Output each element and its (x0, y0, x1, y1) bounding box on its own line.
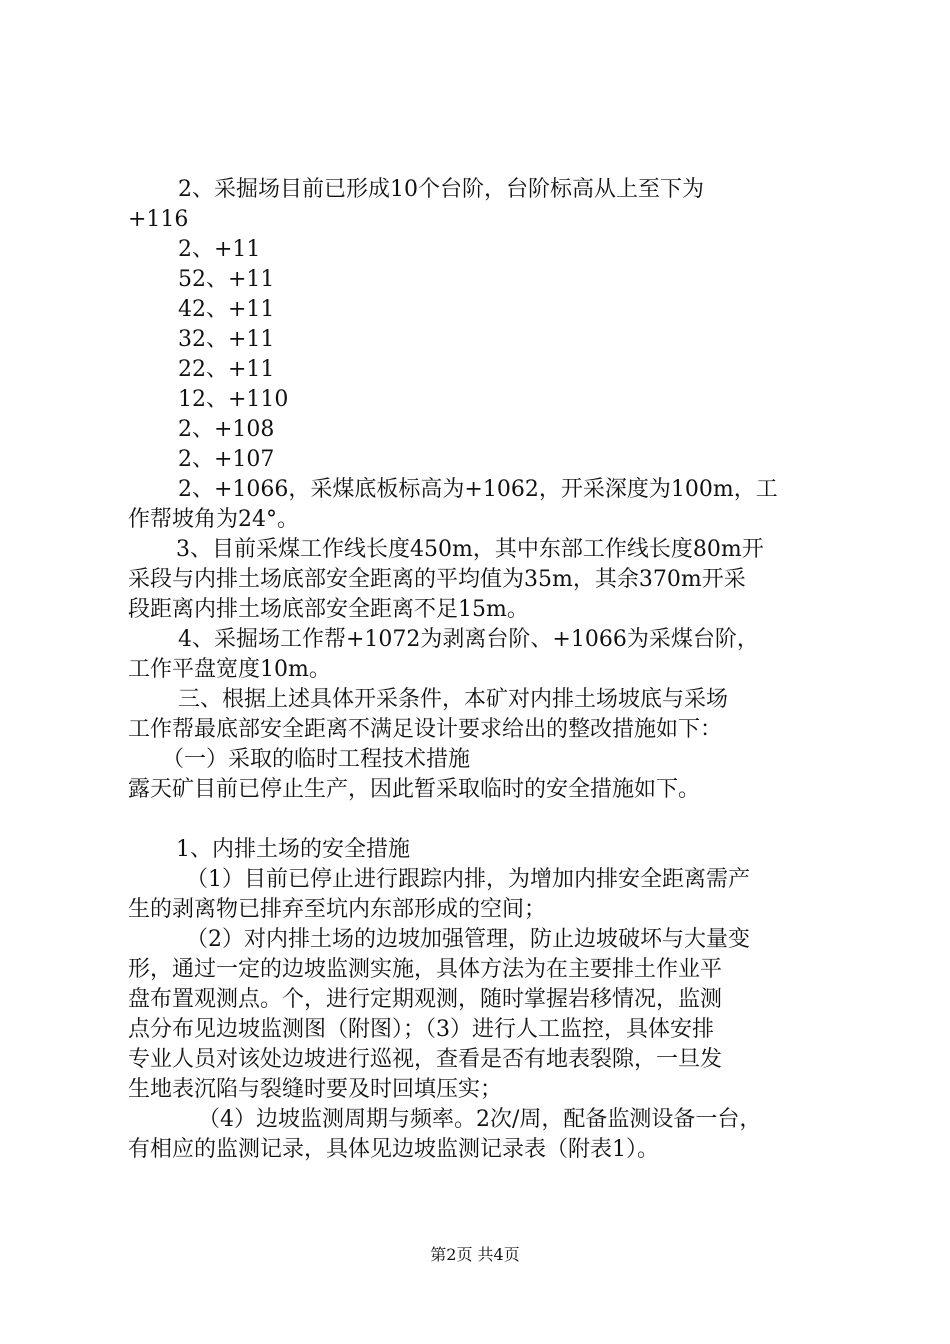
paragraph-line: 段距离内排土场底部安全距离不足15m。 (128, 597, 529, 622)
paragraph-line: 生的剥离物已排弃至坑内东部形成的空间； (128, 897, 547, 922)
paragraph-line: 2、+108 (178, 417, 275, 442)
section-heading: （一）采取的临时工程技术措施 (162, 747, 471, 772)
paragraph-line: 生地表沉陷与裂缝时要及时回填压实； (128, 1077, 503, 1102)
blank-line (128, 805, 850, 835)
page-number-footer: 第2页 共4页 (430, 1245, 520, 1264)
paragraph-line: +116 (128, 207, 189, 232)
paragraph-line: 作帮坡角为24°。 (128, 507, 299, 532)
paragraph-line: 2、+1066，采煤底板标高为+1062，开采深度为100m，工 (178, 477, 778, 502)
section-heading: 1、内排土场的安全措施 (176, 837, 410, 862)
paragraph-line: 32、+11 (178, 327, 275, 352)
paragraph-line: 4、采掘场工作帮+1072为剥离台阶、+1066为采煤台阶， (178, 627, 759, 652)
paragraph-line: 三、根据上述具体开采条件，本矿对内排土场坡底与采场 (178, 687, 729, 712)
paragraph-line: 3、目前采煤工作线长度450m，其中东部工作线长度80m开 (176, 537, 764, 562)
paragraph-line: （4）边坡监测周期与频率。2次/周，配备监测设备一台， (198, 1107, 762, 1132)
paragraph-line: 工作平盘宽度10m。 (128, 657, 331, 682)
paragraph-line: （2）对内排土场的边坡加强管理，防止边坡破坏与大量变 (186, 927, 750, 952)
paragraph-line: 点分布见边坡监测图（附图）；（3）进行人工监控，具体安排 (128, 1017, 714, 1042)
paragraph-line: 有相应的监测记录，具体见边坡监测记录表（附表1）。 (128, 1137, 659, 1162)
paragraph-line: 露天矿目前已停止生产，因此暂采取临时的安全措施如下。 (128, 777, 701, 802)
paragraph-line: 12、+110 (178, 387, 289, 412)
document-body (128, 175, 850, 1165)
paragraph-line: 22、+11 (178, 357, 275, 382)
paragraph-line: 工作帮最底部安全距离不满足设计要求给出的整改措施如下： (128, 717, 723, 742)
paragraph-line: （1）目前已停止进行跟踪内排，为增加内排安全距离需产 (186, 867, 750, 892)
paragraph-line: 42、+11 (178, 297, 275, 322)
paragraph-line: 52、+11 (178, 267, 275, 292)
paragraph-line: 2、+11 (178, 237, 261, 262)
paragraph-line: 2、+107 (178, 447, 275, 472)
paragraph-line: 2、采掘场目前已形成10个台阶，台阶标高从上至下为 (178, 177, 704, 202)
paragraph-line: 专业人员对该处边坡进行巡视，查看是否有地表裂隙，一旦发 (128, 1047, 723, 1072)
paragraph-line: 盘布置观测点。个，进行定期观测，随时掌握岩移情况，监测 (128, 987, 723, 1012)
paragraph-line: 采段与内排土场底部安全距离的平均值为35m，其余370m开采 (128, 567, 746, 592)
paragraph-line: 形，通过一定的边坡监测实施，具体方法为在主要排土作业平 (128, 957, 723, 982)
